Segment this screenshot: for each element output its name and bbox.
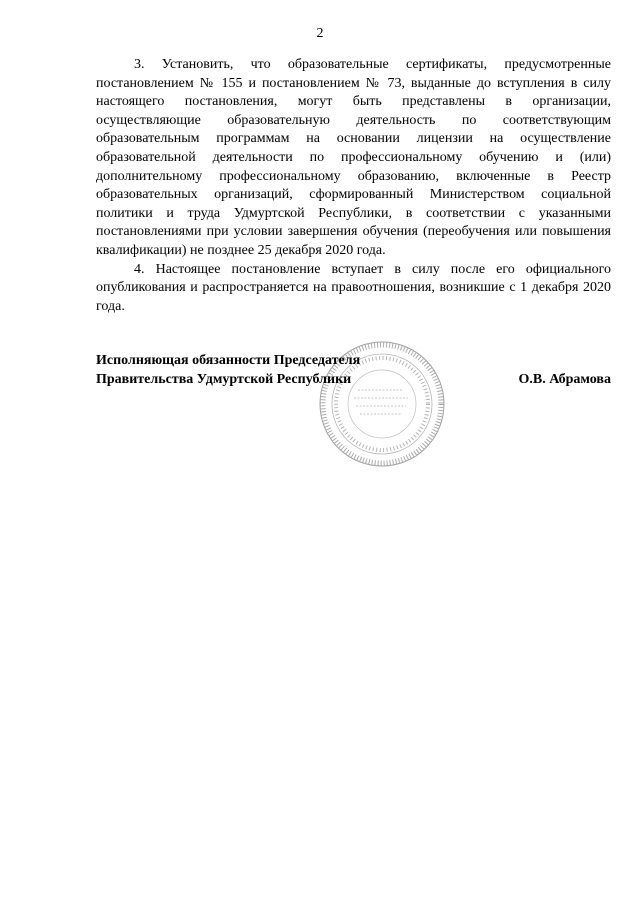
- signature-block: [96, 352, 611, 389]
- signatory-name: О.В. Абрамова: [518, 371, 611, 387]
- paragraph-3: 3. Установить, что образовательные сертификаты, предусмотренные постановлением № 155 и постановлением № 73, выданные до вступления в силу настоящего постановления, могут быть представлены в организации, осуществляющие образовательную деятельность по соответствующим образовательным программам на основании лицензии на осуществление образовательной деятельности по профессиональному обучению и (или) дополнительному профессиональному образованию, включенные в Реестр образовательных организаций, сформированный Министерством социальной политики и труда Удмуртской Республики, в соответствии с указанными постановлениями при условии завершения обучения (переобучения или повышения квалификации) не позднее 25 декабря 2020 года.: [96, 57, 611, 258]
- paragraph-4: 4. Настоящее постановление вступает в силу после его официального опубликования и распространяется на правоотношения, возникшие с 1 декабря 2020 года.: [96, 261, 611, 314]
- signatory-position-line1: Исполняющая обязанности Председателя: [96, 353, 361, 368]
- signatory-position-line2: Правительства Удмуртской Республики: [96, 371, 352, 387]
- page-number: 2: [316, 26, 324, 41]
- document-body: [96, 56, 611, 316]
